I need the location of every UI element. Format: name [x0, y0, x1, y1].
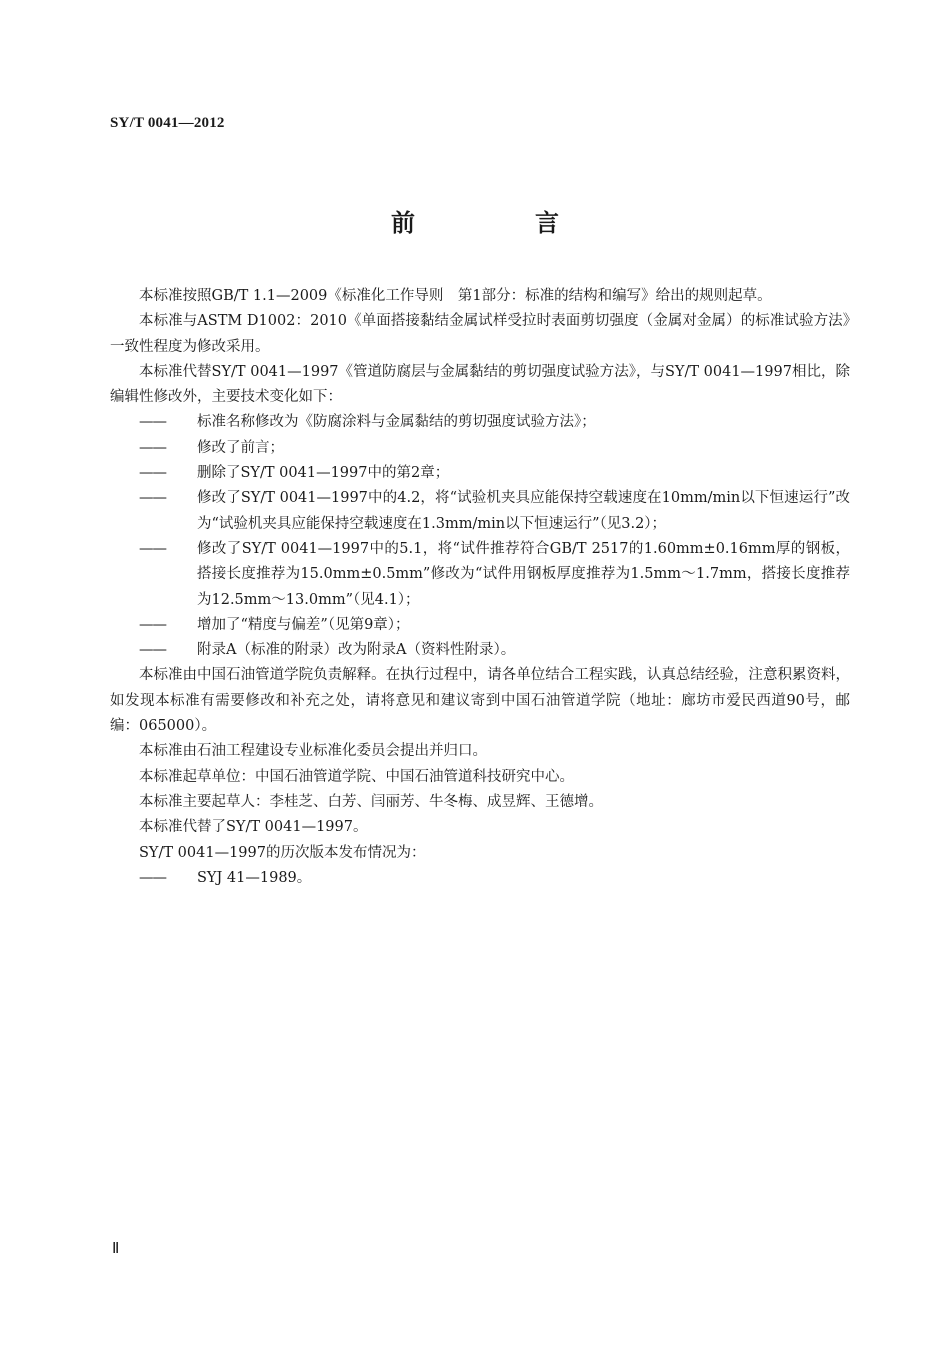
- dash-marker: ——: [139, 540, 166, 557]
- page-number: Ⅱ: [112, 1241, 120, 1257]
- paragraph: 本标准按照GB/T 1.1—2009《标准化工作导则 第1部分：标准的结构和编写》给出的规则起草。: [139, 288, 772, 304]
- paragraph: SY/T 0041—1997的历次版本发布情况为：: [139, 844, 426, 861]
- dash-marker: ——: [139, 490, 166, 507]
- dash-marker: ——: [139, 414, 166, 431]
- paragraph: 本标准代替SY/T 0041—1997《管道防腐层与金属黏结的剪切强度试验方法》，与SY/T 0041—1997相比，除编辑性修改外，主要技术变化如下：: [110, 363, 850, 406]
- foreword-body: [110, 284, 850, 891]
- list-item: [110, 436, 850, 461]
- list-item-text: 增加了“精度与偏差”（见第9章）；: [197, 616, 410, 633]
- paragraph: 本标准代替了SY/T 0041—1997。: [139, 819, 368, 836]
- dash-marker: ——: [139, 616, 166, 633]
- list-item-text: 标准名称修改为《防腐涂料与金属黏结的剪切强度试验方法》；: [197, 414, 596, 431]
- list-item-text: 修改了前言；: [197, 439, 284, 456]
- list-item: [110, 613, 850, 638]
- list-item-text: SYJ 41—1989。: [197, 869, 312, 886]
- list-item-text: 删除了SY/T 0041—1997中的第2章；: [197, 465, 450, 482]
- list-item: [110, 410, 850, 435]
- paragraph: 本标准主要起草人：李桂芝、白芳、闫丽芳、牛冬梅、成昱辉、王德增。: [139, 793, 603, 810]
- standard-code-header: SY/T 0041—2012: [110, 115, 225, 131]
- dash-marker: ——: [139, 439, 166, 456]
- paragraph: 本标准由石油工程建设专业标准化委员会提出并归口。: [139, 743, 487, 760]
- paragraph: 本标准与ASTM D1002：2010《单面搭接黏结金属试样受拉时表面剪切强度（金属对金属）的标准试验方法》一致性程度为修改采用。: [110, 313, 850, 355]
- list-item: [110, 638, 850, 663]
- list-item: [110, 537, 850, 613]
- dash-marker: ——: [139, 465, 166, 482]
- list-item-text: 附录A（标准的附录）改为附录A（资料性附录）。: [197, 642, 516, 659]
- list-item-text: 修改了SY/T 0041—1997中的4.2，将“试验机夹具应能保持空载速度在10mm/min以下恒速运行”改为“试验机夹具应能保持空载速度在1.3mm/min以下恒速运行”（见3.2）；: [197, 490, 850, 532]
- dash-marker: ——: [139, 642, 166, 659]
- list-item: [110, 866, 850, 891]
- list-item-text: 修改了SY/T 0041—1997中的5.1，将“试件推荐符合GB/T 2517的1.60mm±0.16mm厚的钢板，搭接长度推荐为15.0mm±0.5mm”修改为“试件用钢板厚度推荐为1.5mm～1.7mm，搭接长度推荐为12.5mm～13.0mm”（见4.1）；: [197, 540, 850, 608]
- paragraph: 本标准由中国石油管道学院负责解释。在执行过程中，请各单位结合工程实践，认真总结经验，注意积累资料，如发现本标准有需要修改和补充之处，请将意见和建议寄到中国石油管道学院（地址：廊坊市爱民西道90号，邮编：065000）。: [110, 667, 850, 735]
- page-title: 前 言: [391, 209, 607, 237]
- paragraph: 本标准起草单位：中国石油管道学院、中国石油管道科技研究中心。: [139, 768, 574, 785]
- list-item: [110, 461, 850, 486]
- list-item: [110, 486, 850, 537]
- dash-marker: ——: [139, 869, 166, 886]
